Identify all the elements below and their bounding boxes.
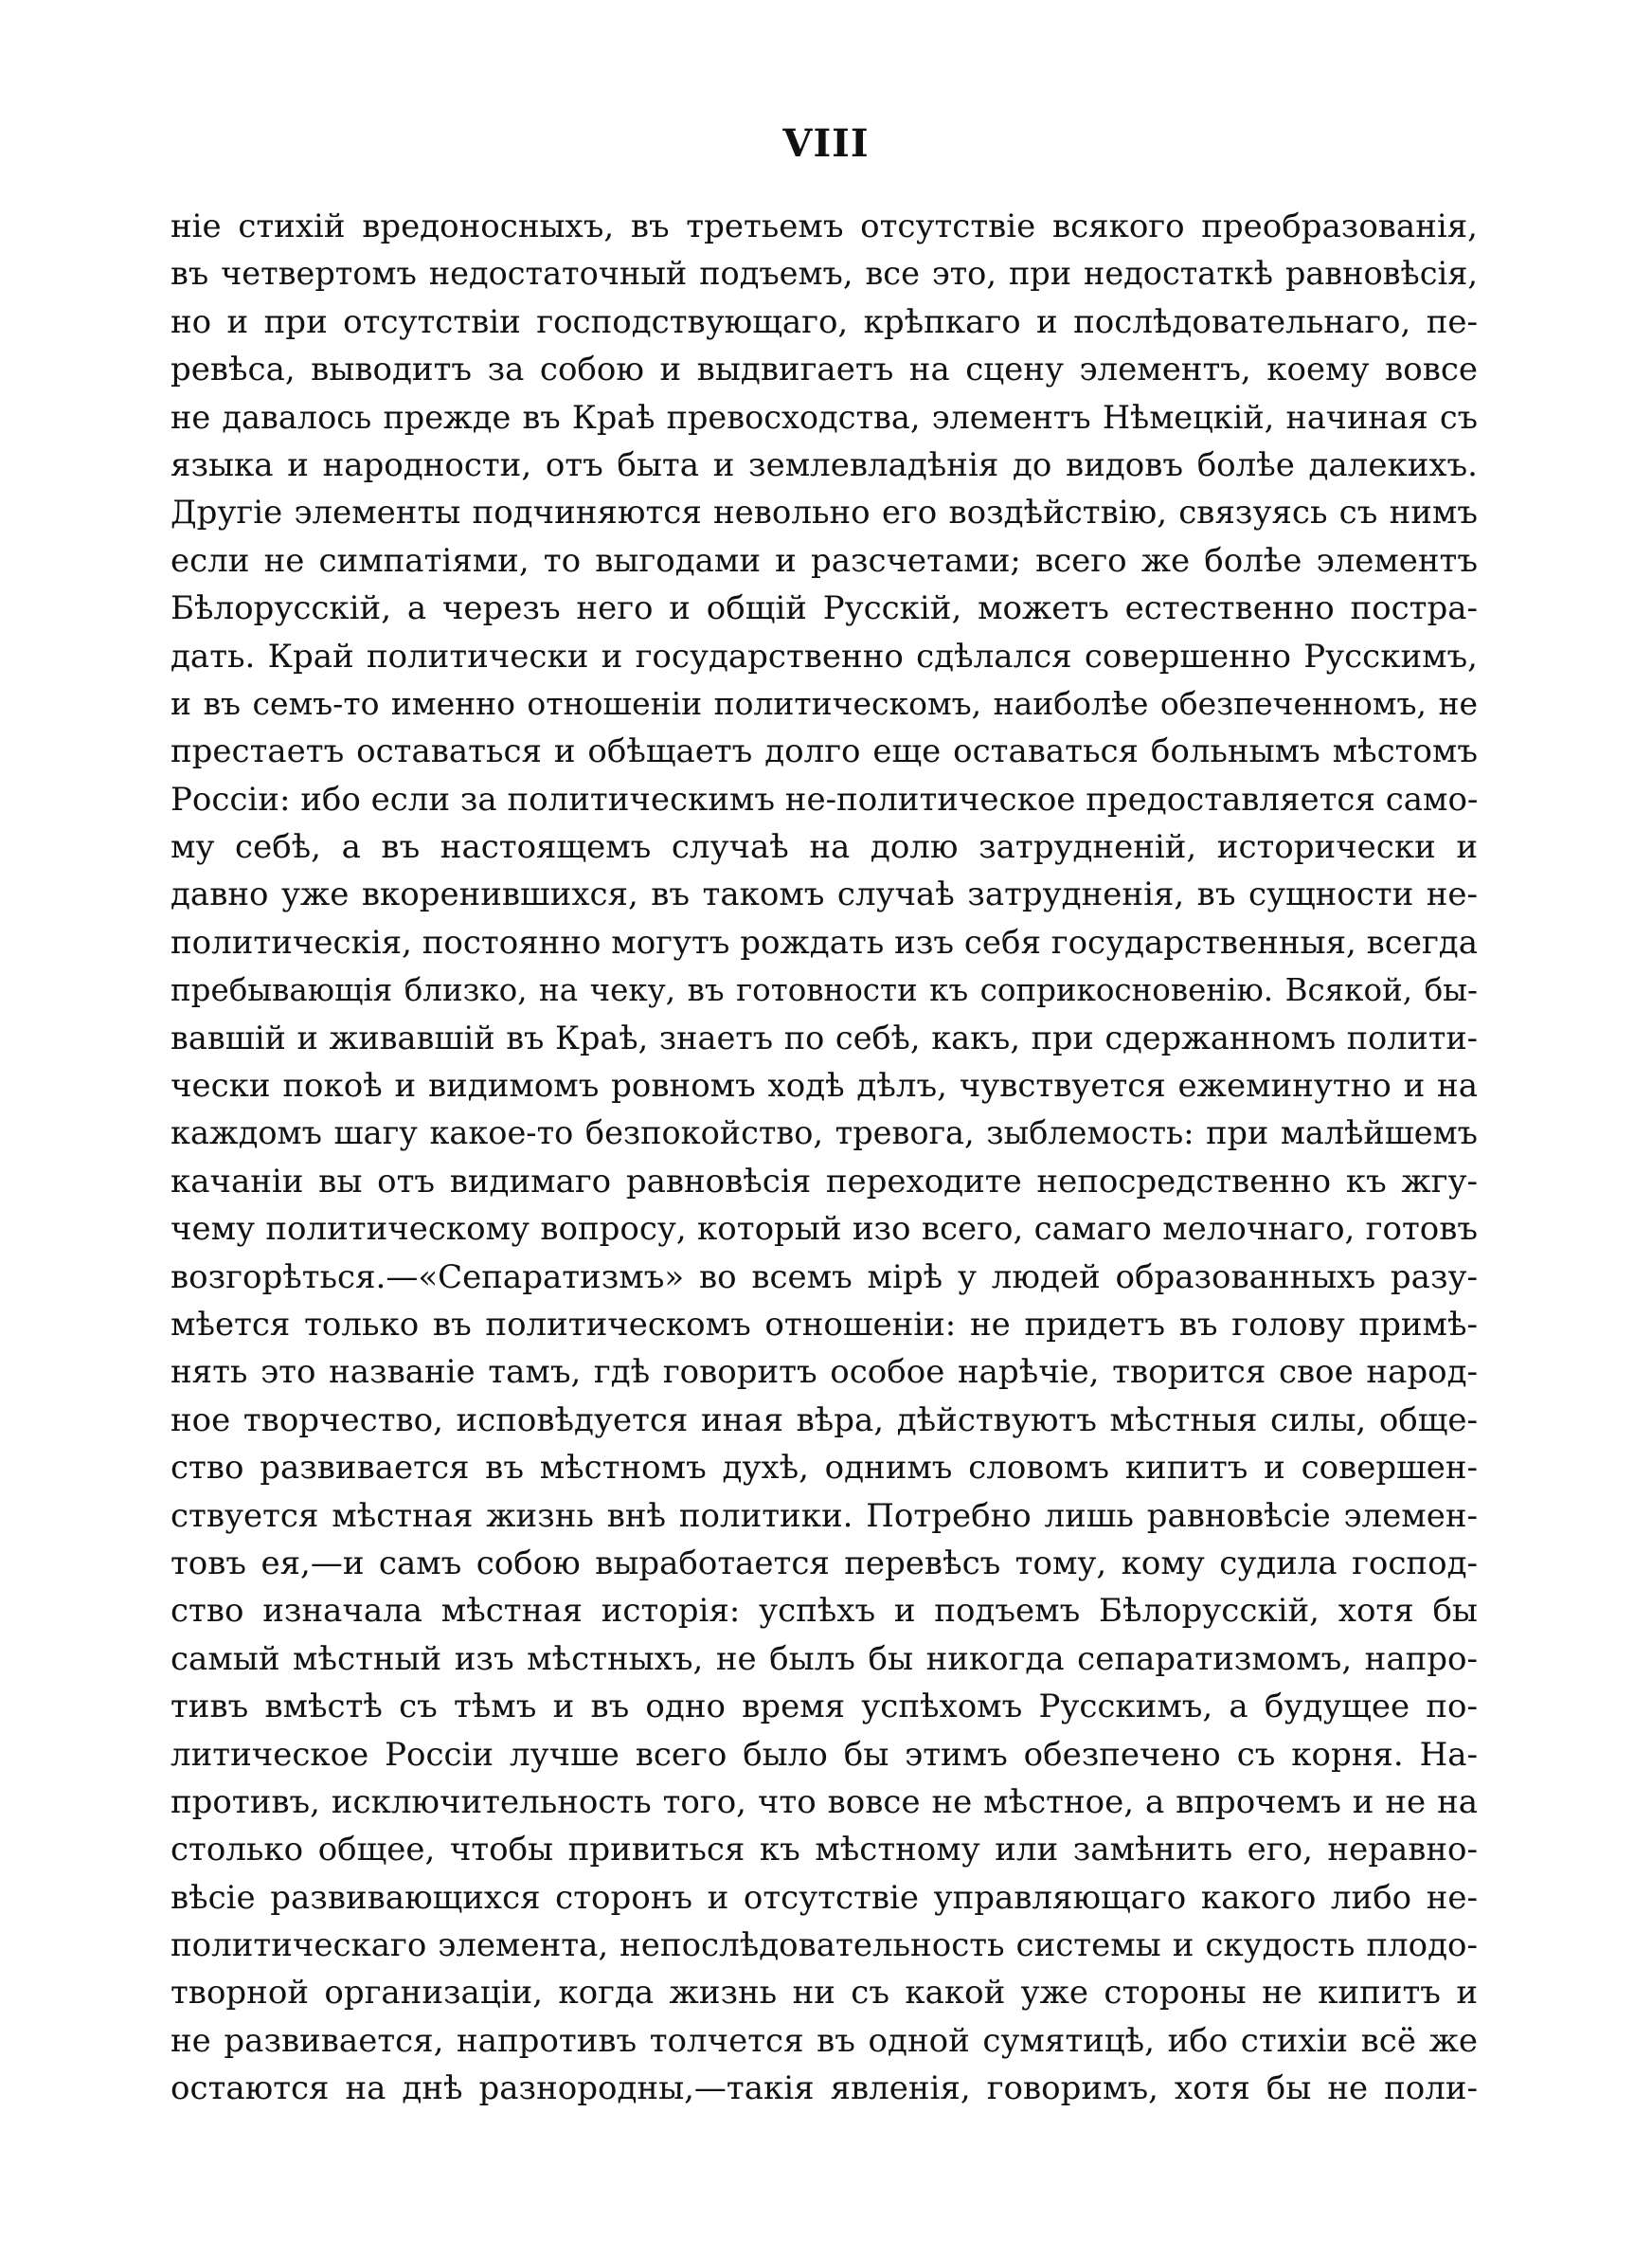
text-line: языка и народности, отъ быта и землевладѣнія до видовъ болѣе далекихъ. — [171, 445, 1478, 484]
text-line: мѣется только въ политическомъ отношеніи: не придетъ въ голову примѣ- — [171, 1305, 1478, 1344]
text-line: качаніи вы отъ видимаго равновѣсія переходите непосредственно къ жгу- — [171, 1162, 1478, 1201]
text-line: не развивается, напротивъ толчется въ одной сумятицѣ, ибо стихіи всё же — [171, 2021, 1478, 2060]
text-line: если не симпатіями, то выгодами и разсчетами; всего же болѣе элементъ — [171, 541, 1478, 580]
text-line: дать. Край политически и государственно сдѣлался совершенно Русскимъ, — [171, 637, 1478, 676]
text-line: Россіи: ибо если за политическимъ не-политическое предоставляется само- — [171, 780, 1478, 819]
text-line: товъ ея,—и самъ собою выработается перевѣсъ тому, кому судила господ- — [171, 1544, 1478, 1582]
page-number: VIII — [782, 121, 870, 166]
text-line: пребывающія близко, на чеку, въ готовности къ соприкосновенію. Всякой, бы- — [171, 972, 1478, 1009]
text-line: политическаго элемента, непослѣдовательность системы и скудость плодо- — [171, 1926, 1478, 1965]
text-line: давно уже вкоренившихся, въ такомъ случаѣ затрудненія, въ сущности не- — [171, 876, 1478, 914]
text-line: литическое Россіи лучше всего было бы этимъ обезпечено съ корня. На- — [171, 1735, 1478, 1774]
text-line: ство изначала мѣстная исторія: успѣхъ и подъемъ Бѣлорусскій, хотя бы — [171, 1592, 1478, 1631]
text-line: ство развивается въ мѣстномъ духѣ, однимъ словомъ кипитъ и совершен- — [171, 1449, 1478, 1488]
text-line: возгорѣться.—«Сепаратизмъ» во всемъ мірѣ у людей образованныхъ разу- — [171, 1257, 1478, 1296]
text-line: противъ, исключительность того, что вовсе не мѣстное, а впрочемъ и не на — [171, 1782, 1478, 1821]
body-text — [171, 203, 1478, 2113]
text-line: творной организаціи, когда жизнь ни съ какой уже стороны не кипитъ и — [171, 1974, 1478, 2013]
text-line: самый мѣстный изъ мѣстныхъ, не былъ бы никогда сепаратизмомъ, напро- — [171, 1639, 1478, 1678]
text-line: каждомъ шагу какое-то безпокойство, тревога, зыблемость: при малѣйшемъ — [171, 1114, 1478, 1152]
text-line: чески покоѣ и видимомъ ровномъ ходѣ дѣлъ, чувствуется ежеминутно и на — [171, 1067, 1478, 1106]
text-line: му себѣ, а въ настоящемъ случаѣ на долю затрудненій, исторически и — [171, 828, 1478, 867]
text-line: и въ семъ-то именно отношеніи политическомъ, наиболѣе обезпеченномъ, не — [171, 684, 1478, 722]
text-line: не давалось прежде въ Краѣ превосходства, элементъ Нѣмецкій, начиная съ — [171, 398, 1478, 436]
text-line: но и при отсутствіи господствующаго, крѣпкаго и послѣдовательнаго, пе- — [171, 302, 1478, 341]
text-line: ніе стихій вредоносныхъ, въ третьемъ отсутствіе всякого преобразованія, — [171, 208, 1478, 245]
text-line: столько общее, чтобы привиться къ мѣстному или замѣнить его, неравно- — [171, 1831, 1478, 1869]
text-line: вѣсіе развивающихся сторонъ и отсутствіе управляющаго какого либо не- — [171, 1878, 1478, 1917]
text-line: Другіе элементы подчиняются невольно его воздѣйствію, связуясь съ нимъ — [171, 494, 1478, 533]
text-line: ревѣса, выводитъ за собою и выдвигаетъ на сцену элементъ, коему вовсе — [171, 351, 1478, 389]
text-line: остаются на днѣ разнородны,—такія явленія, говоримъ, хотя бы не поли- — [171, 2069, 1478, 2108]
text-line: въ четвертомъ недостаточный подъемъ, все это, при недостаткѣ равновѣсія, — [171, 255, 1478, 293]
text-line: Бѣлорусскій, а черезъ него и общій Русскій, можетъ естественно постра- — [171, 589, 1478, 628]
text-line: тивъ вмѣстѣ съ тѣмъ и въ одно время успѣхомъ Русскимъ, а будущее по- — [171, 1688, 1478, 1726]
text-line: ное творчество, исповѣдуется иная вѣра, дѣйствуютъ мѣстныя силы, обще- — [171, 1400, 1478, 1439]
text-line: вавшій и живавшій въ Краѣ, знаетъ по себѣ, какъ, при сдержанномъ полити- — [171, 1019, 1478, 1056]
text-line: чему политическому вопросу, который изо всего, самаго мелочнаго, готовъ — [171, 1210, 1478, 1249]
text-line: нять это названіе тамъ, гдѣ говоритъ особое нарѣчіе, творится свое народ- — [171, 1353, 1478, 1392]
text-line: ствуется мѣстная жизнь внѣ политики. Потребно лишь равновѣсіе элемен- — [171, 1496, 1478, 1535]
text-line: политическія, постоянно могутъ рождать изъ себя государственныя, всегда — [171, 923, 1478, 962]
text-line: престаетъ оставаться и обѣщаетъ долго еще оставаться больнымъ мѣстомъ — [171, 732, 1478, 771]
